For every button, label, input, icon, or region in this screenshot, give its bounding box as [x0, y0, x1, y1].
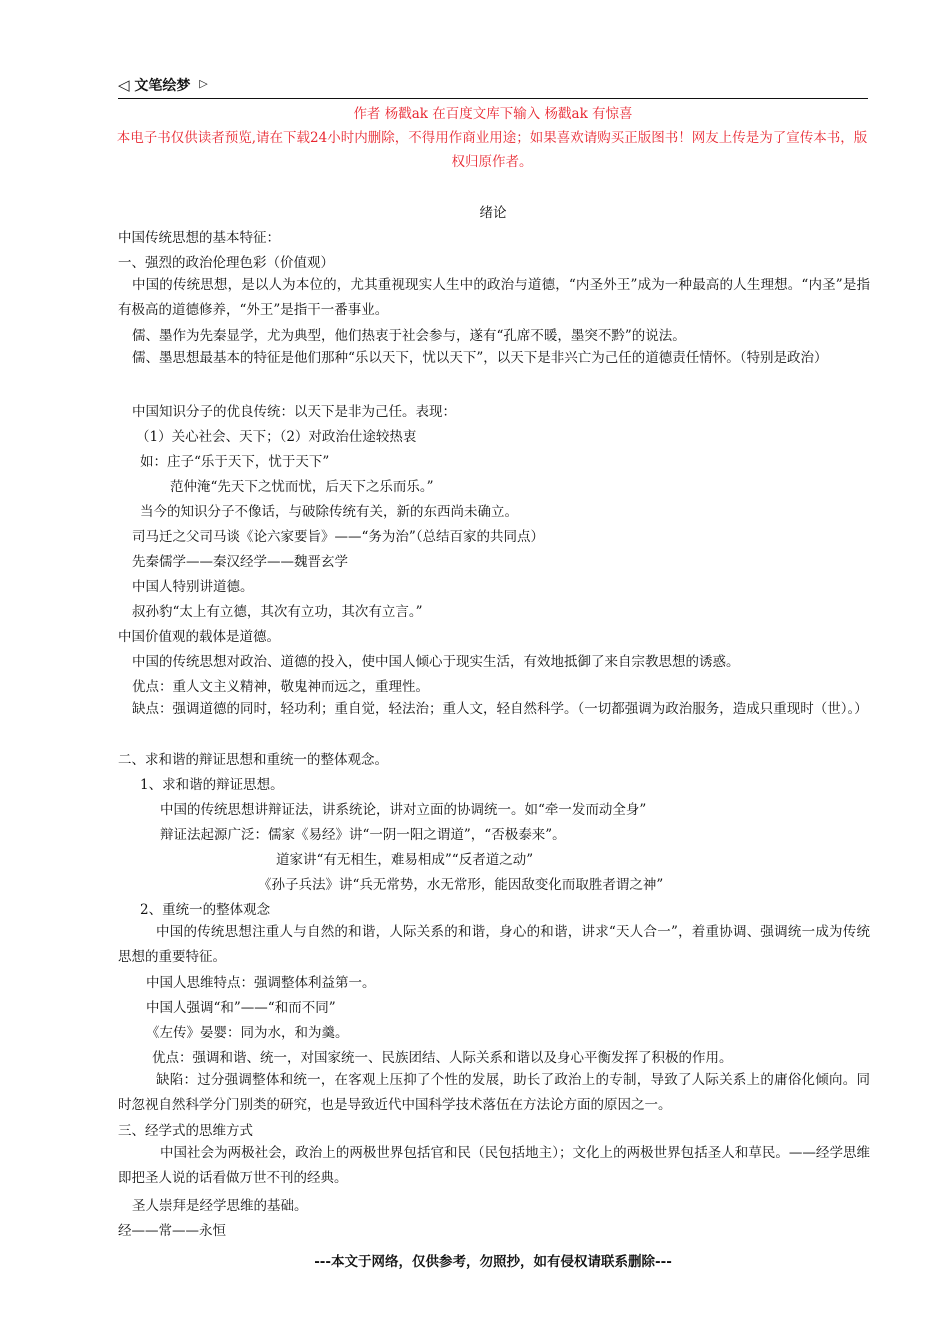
- author-line: 作者 杨戳ak 在百度文库下输入 杨戳ak 有惊喜: [353, 106, 633, 122]
- text-line: （1）关心社会、天下；（2）对政治仕途较热衷: [136, 429, 417, 445]
- text-line: 经——常——永恒: [118, 1223, 226, 1239]
- brand-name: 文笔绘梦: [134, 78, 191, 94]
- text-line: 《左传》晏婴：同为水，和为羹。: [146, 1025, 349, 1041]
- disclaimer: 本电子书仅供读者预览,请在下载24小时内删除，不得用作商业用途；如果喜欢请购买正版图书！网友上传是为了宣传本书，版权归原作者。: [116, 130, 868, 170]
- text-line: 范仲淹“先天下之忧而忧，后天下之乐而乐。”: [170, 479, 434, 495]
- triangle-left-icon: ◁: [118, 76, 130, 94]
- paragraph: 中国社会为两极社会，政治上的两极世界包括官和民（民包括地主）；文化上的两极世界包括圣人和草民。——经学思维即把圣人说的话看做万世不刊的经典。: [118, 1145, 870, 1186]
- section-heading: 一、强烈的政治伦理色彩（价值观）: [118, 255, 334, 271]
- text-line: 优点：强调和谐、统一，对国家统一、民族团结、人际关系和谐以及身心平衡发挥了积极的作用。: [152, 1050, 733, 1066]
- paragraph: 缺陷：过分强调整体和统一，在客观上压抑了个性的发展，助长了政治上的专制，导致了人际关系上的庸俗化倾向。同时忽视自然科学分门别类的研究，也是导致近代中国科学技术落伍在方法论方面的原因之一。: [118, 1072, 870, 1113]
- section-heading: 二、求和谐的辩证思想和重统一的整体观念。: [118, 752, 388, 768]
- text-line: 中国传统思想的基本特征：: [118, 230, 280, 246]
- triangle-right-icon: ▷: [199, 77, 208, 90]
- paragraph: 儒、墨思想最基本的特征是他们那种“乐以天下，忧以天下”，以天下是非兴亡为己任的道德责任情怀。（特别是政治）: [132, 350, 828, 366]
- page-footer: ---本文于网络，仅供参考，勿照抄，如有侵权请联系删除---: [314, 1254, 672, 1270]
- text-line: 中国的传统思想讲辩证法，讲系统论，讲对立面的协调统一。如“牵一发而动全身”: [160, 802, 647, 818]
- text-line: 中国价值观的载体是道德。: [118, 629, 280, 645]
- text-line: 中国知识分子的优良传统：以天下是非为己任。表现：: [132, 404, 456, 420]
- text-line: 儒、墨作为先秦显学，尤为典型，他们热衷于社会参与，遂有“孔席不暖，墨突不黔”的说法。: [132, 328, 686, 344]
- text-line: 先秦儒学——秦汉经学——魏晋玄学: [132, 554, 348, 570]
- text-line: 中国人思维特点：强调整体利益第一。: [146, 975, 376, 991]
- paragraph: 中国的传统思想注重人与自然的和谐，人际关系的和谐，身心的和谐，讲求“天人合一”，着重协调、强调统一成为传统思想的重要特征。: [118, 924, 870, 965]
- page-header: [118, 72, 868, 99]
- header-brand: [118, 75, 208, 95]
- text-line: 圣人崇拜是经学思维的基础。: [132, 1198, 308, 1214]
- text-line: 当今的知识分子不像话，与破除传统有关，新的东西尚未确立。: [140, 504, 518, 520]
- text-line: 道家讲“有无相生，难易相成”“反者道之动”: [276, 852, 534, 868]
- paragraph: 缺点：强调道德的同时，轻功利；重自觉，轻法治；重人文，轻自然科学。（一切都强调为政治服务，造成只重现时（世）。）: [132, 701, 868, 717]
- text-line: 《孙子兵法》讲“兵无常势，水无常形，能因敌变化而取胜者谓之神”: [258, 877, 664, 893]
- text-line: 中国的传统思想对政治、道德的投入，使中国人倾心于现实生活，有效地抵御了来自宗教思想的诱惑。: [132, 654, 740, 670]
- text-line: 辩证法起源广泛：儒家《易经》讲“一阴一阳之谓道”，“否极泰来”。: [160, 827, 566, 843]
- text-line: 如：庄子“乐于天下，忧于天下”: [140, 454, 330, 470]
- text-line: 中国人强调“和”——“和而不同”: [146, 1000, 336, 1016]
- text-line: 叔孙豹“太上有立德，其次有立功，其次有立言。”: [132, 604, 423, 620]
- doc-title: 绪论: [479, 205, 507, 221]
- text-line: 优点：重人文主义精神，敬鬼神而远之，重理性。: [132, 679, 429, 695]
- section-heading: 三、经学式的思维方式: [118, 1123, 253, 1139]
- text-line: 中国人特别讲道德。: [132, 579, 254, 595]
- subsection-heading: 2、重统一的整体观念: [140, 902, 271, 918]
- paragraph: 中国的传统思想，是以人为本位的，尤其重视现实人生中的政治与道德，“内圣外王”成为一种最高的人生理想。“内圣”是指有极高的道德修养，“外王”是指干一番事业。: [118, 277, 870, 318]
- subsection-heading: 1、求和谐的辩证思想。: [140, 777, 284, 793]
- text-line: 司马迁之父司马谈《论六家要旨》——“务为治”（总结百家的共同点）: [132, 529, 545, 545]
